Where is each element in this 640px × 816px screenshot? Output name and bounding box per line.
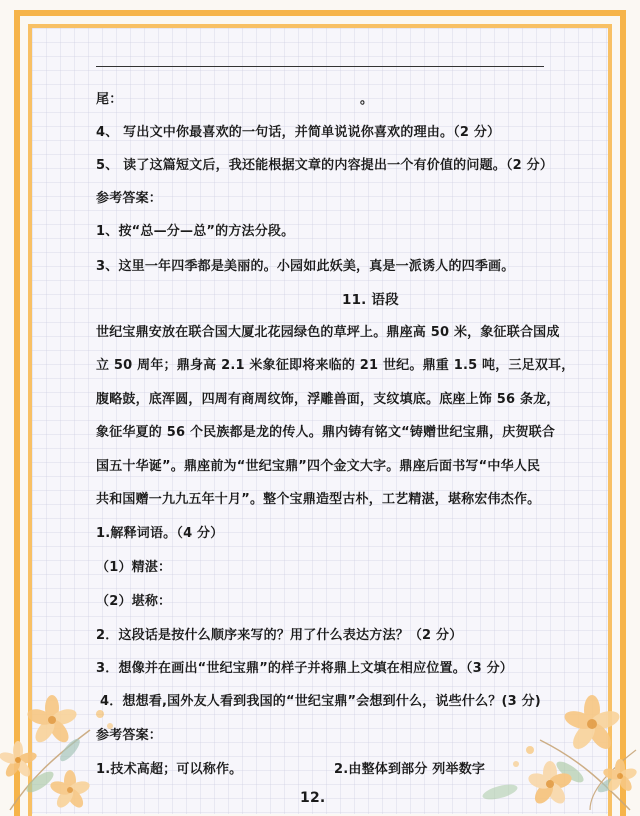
passage-line-1: 世纪宝鼎安放在联合国大厦北花园绿色的草坪上。鼎座高 50 米，象征联合国成 (96, 325, 560, 340)
section-title: 11. 语段 (342, 292, 399, 308)
flower-decoration-right (440, 680, 640, 814)
tail-period: 。 (360, 92, 374, 107)
passage-line-3: 腹略鼓，底浑圆，四周有商周纹饰，浮雕兽面，支纹填底。底座上饰 56 条龙， (96, 392, 560, 407)
tail-label: 尾： (96, 92, 123, 107)
question-1-vocab: 1.解释词语。（4 分） (96, 526, 224, 541)
passage-line-2: 立 50 周年；鼎身高 2.1 米象征即将来临的 21 世纪。鼎重 1.5 吨，三足双耳， (96, 358, 575, 373)
question-5: 5、 读了这篇短文后，我还能根据文章的内容提出一个有价值的问题。（2 分） (96, 158, 554, 173)
question-3: 3．想像并在画出“世纪宝鼎”的样子并将鼎上文填在相应位置。（3 分） (96, 661, 514, 676)
question-1-part-2: （2）堪称： (96, 594, 172, 609)
passage-line-4: 象征华夏的 56 个民族都是龙的传人。鼎内铸有铭文“铸赠世纪宝鼎，庆贺联合 (96, 425, 556, 440)
answer-rule-line (96, 66, 544, 67)
answer-a2: 2.由整体到部分 列举数字 (334, 762, 486, 777)
answer-a1: 1.技术高超；可以称作。 (96, 762, 243, 777)
passage-line-5: 国五十华诞”。鼎座前为“世纪宝鼎”四个金文大字。鼎座后面书写“中华人民 (96, 459, 541, 474)
question-4: 4、 写出文中你最喜欢的一句话，并简单说说你喜欢的理由。（2 分） (96, 125, 501, 140)
reference-answer-heading: 参考答案： (96, 191, 163, 206)
page-number: 12. (300, 790, 326, 806)
question-1-part-1: （1）精湛： (96, 560, 172, 575)
answer-3: 3、这里一年四季都是美丽的。小园如此妖美，真是一派诱人的四季画。 (96, 259, 515, 274)
answer-1: 1、按“总—分—总”的方法分段。 (96, 224, 295, 239)
question-2: 2．这段话是按什么顺序来写的？用了什么表达方法？（2 分） (96, 628, 463, 643)
reference-answer-heading-2: 参考答案： (96, 728, 163, 743)
question-4b: 4．想想看,国外友人看到我国的“世纪宝鼎”会想到什么，说些什么？(3 分) (100, 694, 541, 709)
passage-line-6: 共和国赠一九九五年十月”。整个宝鼎造型古朴，工艺精湛，堪称宏伟杰作。 (96, 492, 541, 507)
flower-decoration-left (0, 690, 140, 814)
